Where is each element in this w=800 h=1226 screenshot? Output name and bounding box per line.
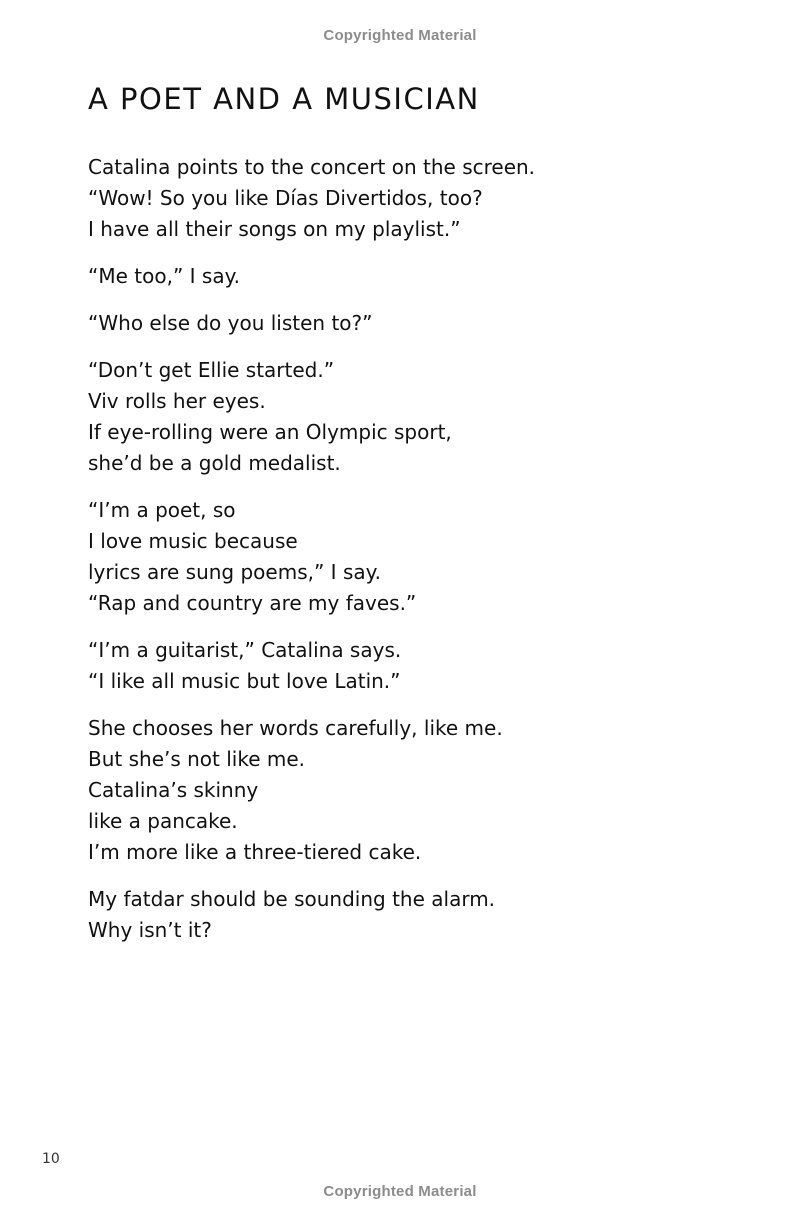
poem-line: If eye-rolling were an Olympic sport, [88, 420, 452, 444]
poem-line: I have all their songs on my playlist.” [88, 217, 461, 241]
stanza [88, 495, 728, 619]
poem-line: “Wow! So you like Días Divertidos, too? [88, 186, 483, 210]
poem-line: I’m more like a three-tiered cake. [88, 840, 422, 864]
poem-line: “I like all music but love Latin.” [88, 669, 401, 693]
poem-body [88, 152, 728, 962]
page-title: A POET AND A MUSICIAN [88, 82, 480, 116]
copyright-watermark-top: Copyrighted Material [323, 27, 477, 44]
copyright-watermark-bottom: Copyrighted Material [323, 1183, 477, 1200]
poem-line: “I’m a poet, so [88, 498, 236, 522]
poem-line: “I’m a guitarist,” Catalina says. [88, 638, 402, 662]
page-number: 10 [42, 1151, 60, 1167]
poem-line: “Rap and country are my faves.” [88, 591, 417, 615]
poem-line: Catalina points to the concert on the screen. [88, 155, 536, 179]
stanza [88, 635, 728, 697]
poem-line: like a pancake. [88, 809, 238, 833]
poem-line: she’d be a gold medalist. [88, 451, 341, 475]
poem-line: “Don’t get Ellie started.” [88, 358, 335, 382]
poem-line: lyrics are sung poems,” I say. [88, 560, 381, 584]
poem-line: Why isn’t it? [88, 918, 212, 942]
stanza [88, 355, 728, 479]
poem-line: “Me too,” I say. [88, 264, 240, 288]
stanza [88, 713, 728, 868]
stanza [88, 884, 728, 946]
stanza [88, 308, 728, 339]
poem-line: Catalina’s skinny [88, 778, 259, 802]
poem-line: Viv rolls her eyes. [88, 389, 266, 413]
poem-line: I love music because [88, 529, 298, 553]
stanza [88, 261, 728, 292]
poem-line: But she’s not like me. [88, 747, 306, 771]
poem-line: “Who else do you listen to?” [88, 311, 373, 335]
stanza [88, 152, 728, 245]
poem-line: My fatdar should be sounding the alarm. [88, 887, 496, 911]
poem-line: She chooses her words carefully, like me. [88, 716, 503, 740]
